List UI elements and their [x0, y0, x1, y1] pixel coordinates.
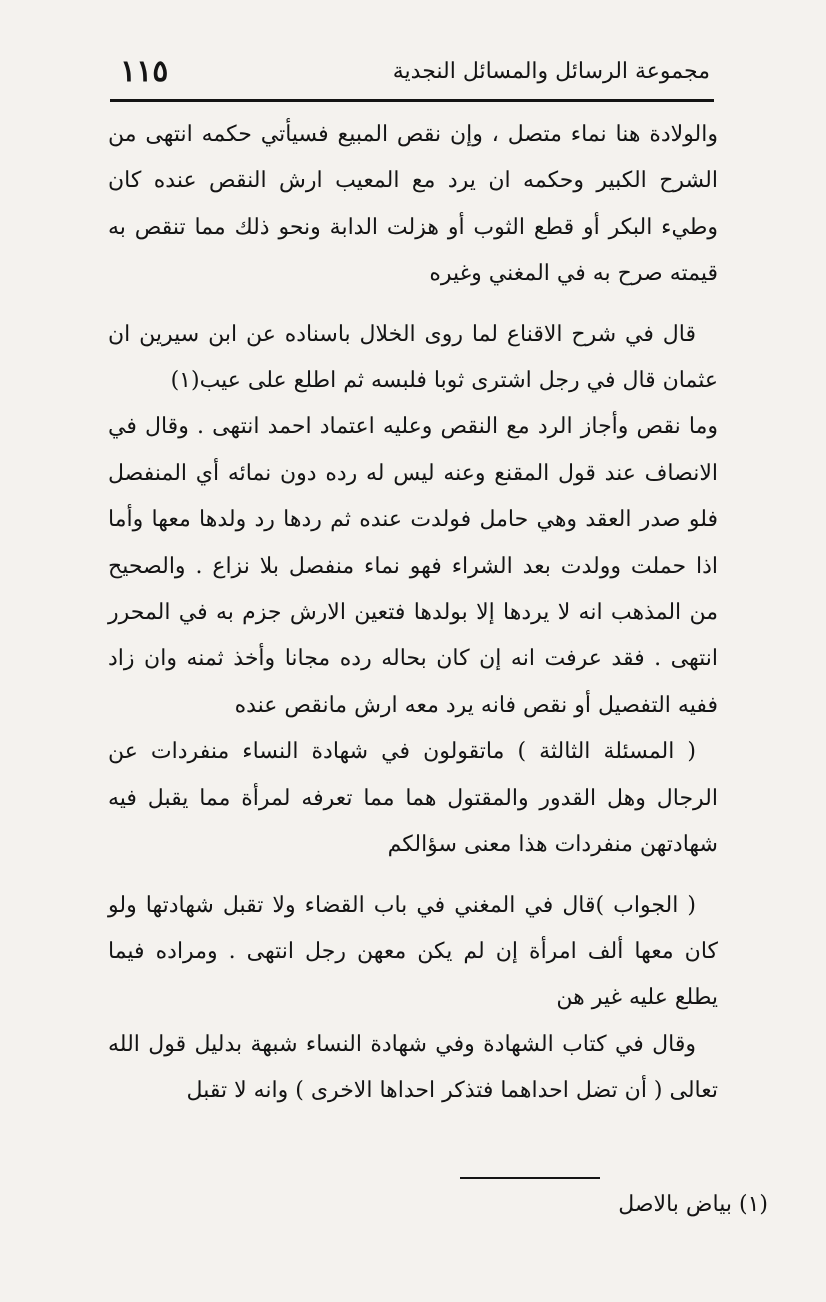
paragraph: وما نقص وأجاز الرد مع النقص وعليه اعتماد احمد انتهى . وقال في الانصاف عند قول المقنع وعنه ليس له رده دون نمائه أي المنفصل فلو صدر العقد وهي حامل فولدت عنده ثم ردها رد ولدها معها وأما اذا حملت وولدت بعد الشراء فهو نماء منفصل بلا نزاع . والصحيح من المذهب انه لا يردها إلا بولدها فتعين الارش جزم به في المحرر انتهى . فقد عرفت انه إن كان بحاله رده مجانا وأخذ ثمنه وان زاد ففيه التفصيل أو نقص فانه يرد معه ارش مانقص عنده [108, 414, 718, 718]
paragraph: ( المسئلة الثالثة ) ماتقولون في شهادة النساء منفردات عن الرجال وهل القدور والمقتول هما مما تعرفه لمرأة مما يقبل فيه شهادتهن منفردات هذا معنى سؤالكم [108, 739, 718, 858]
paragraph: والولادة هنا نماء متصل ، وإن نقص المبيع فسيأتي حكمه انتهى من الشرح الكبير وحكمه ان يرد مع المعيب ارش النقص عنده كان وطيء البكر أو قطع الثوب أو هزلت الدابة ونحو ذلك مما تنقص به قيمته صرح به في المغني وغيره [108, 122, 718, 287]
header-rule [110, 99, 714, 102]
page-header [110, 52, 710, 96]
paragraph: وقال في كتاب الشهادة وفي شهادة النساء شبهة بدليل قول الله تعالى ( أن تضل احداهما فتذكر احداها الاخرى ) وانه لا تقبل [108, 1031, 718, 1104]
paragraph: ( الجواب )قال في المغني في باب القضاء ولا تقبل شهادتها ولو كان معها ألف امرأة إن لم يكن معهن رجل انتهى . ومراده فيما يطلع عليه غير هن [108, 892, 718, 1011]
running-title: مجموعة الرسائل والمسائل النجدية [392, 59, 710, 84]
paragraph: قال في شرح الاقناع لما روى الخلال باسناده عن ابن سيرين ان عثمان قال في رجل اشترى ثوبا فلبسه ثم اطلع على عيب(١) [108, 321, 718, 394]
page-number: ١١٥ [120, 54, 169, 89]
body-text [108, 112, 718, 1115]
footnote-rule [460, 1177, 600, 1179]
footnote: (١) بياض بالاصل [618, 1192, 768, 1217]
